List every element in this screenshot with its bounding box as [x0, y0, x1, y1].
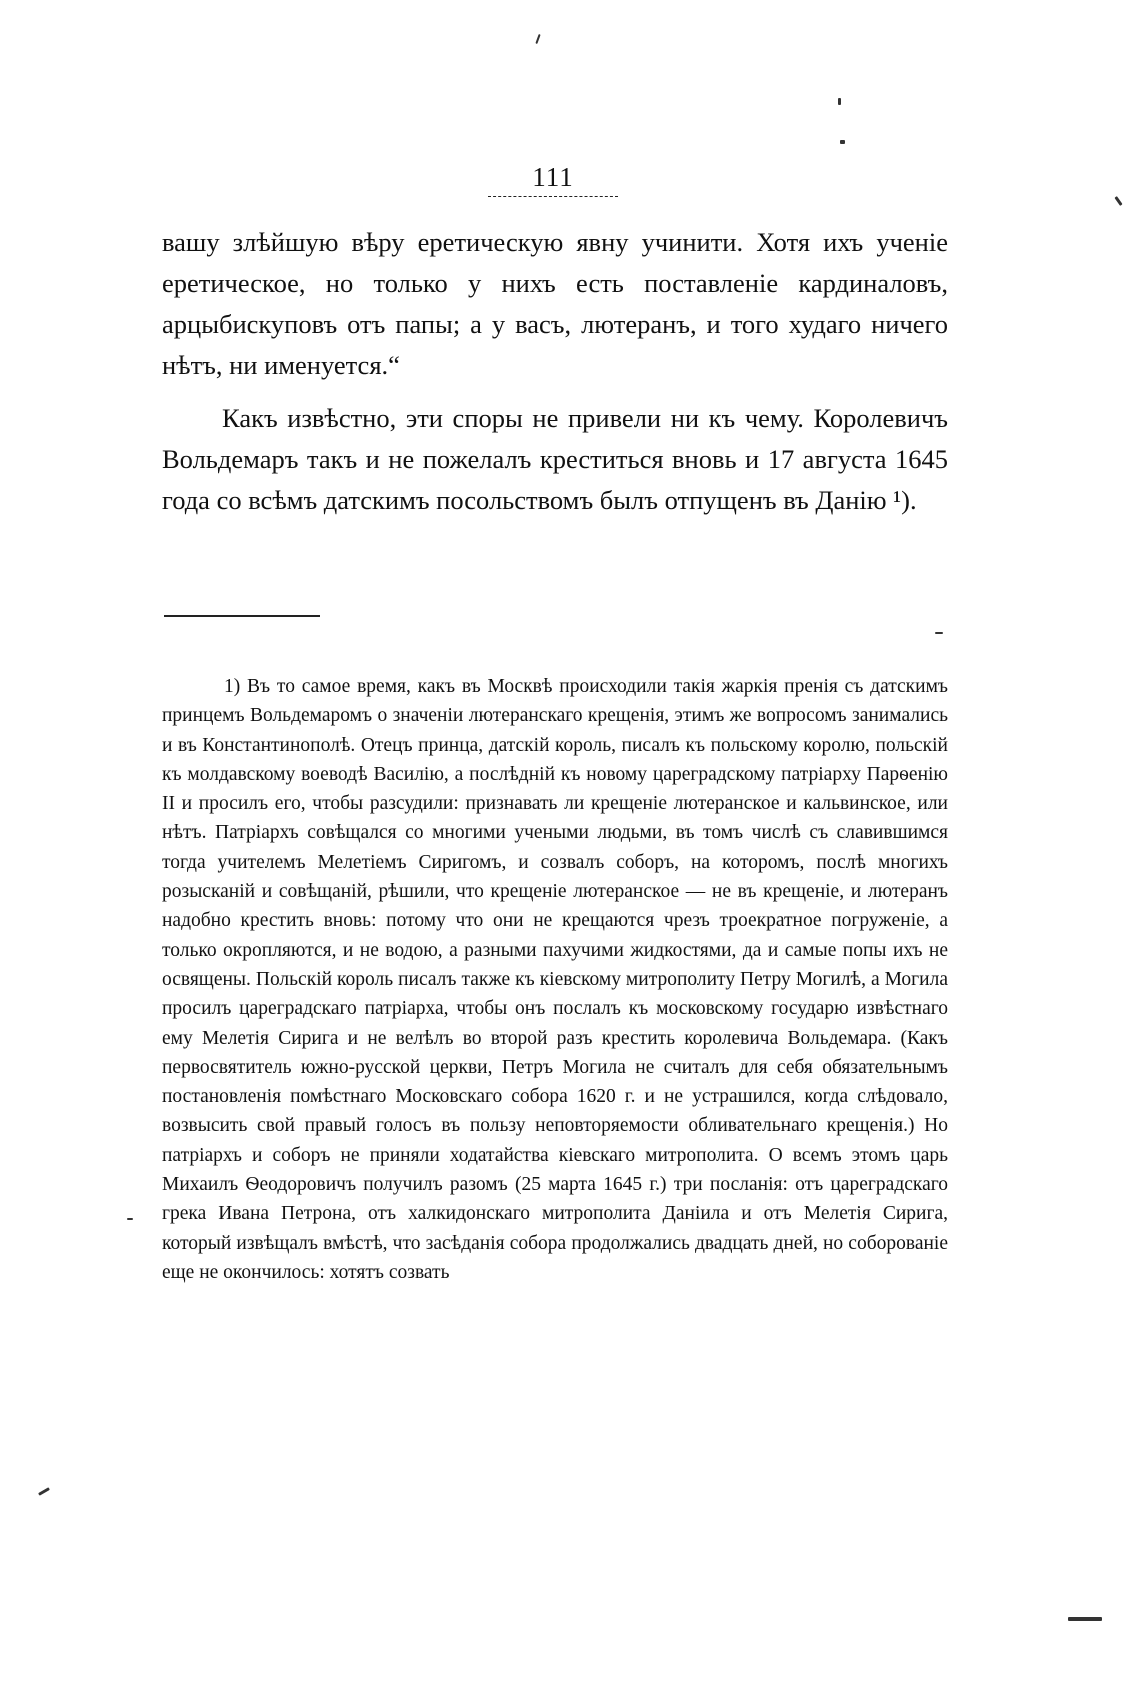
scan-speck: [840, 140, 845, 144]
paragraph: вашу злѣйшую вѣру еретическую явну учинити. Хотя ихъ ученіе еретическое, но только у нихъ есть поставленіе кардиналовъ, арцыбискуповъ отъ папы; а у васъ, лютеранъ, и того худаго ничего нѣтъ, ни именуется.“: [162, 227, 948, 380]
page-number: 111: [532, 162, 574, 192]
scan-speck: [838, 98, 841, 105]
paragraph: Какъ извѣстно, эти споры не привели ни къ чему. Королевичъ Вольдемаръ такъ и не пожелалъ креститься вновь и 17 августа 1645 года со всѣмъ датскимъ посольствомъ былъ отпущенъ въ Данію ¹).: [162, 403, 948, 515]
scan-speck: [1114, 196, 1122, 206]
footnote: 1) Въ то самое время, какъ въ Москвѣ происходили такія жаркія пренія съ датскимъ принцемъ Вольдемаромъ о значеніи лютеранскаго крещенія, этимъ же вопросомъ занимались и въ Константинополѣ. Отецъ принца, датскій король, писалъ къ польскому королю, польскій къ молдавскому воеводѣ Василію, а послѣдній къ новому цареградскому патріарху Парѳенію II и просилъ его, чтобы разсудили: признавать ли крещеніе лютеранское и кальвинское, или нѣтъ. Патріархъ совѣщался со многими учеными людьми, въ томъ числѣ съ славившимся тогда учителемъ Мелетіемъ Сиригомъ, и созвалъ соборъ, на которомъ, послѣ многихъ розысканій и совѣщаній, рѣшили, что крещеніе лютеранское — не въ крещеніе, и лютеранъ надобно крестить вновь: потому что они не крещаются чрезъ троекратное погруженіе, а только окропляются, и не водою, а разными пахучими жидкостями, да и самые попы ихъ не освящены. Польскій король писалъ также къ кіевскому митрополиту Петру Могилѣ, а Могила просилъ цареградскаго патріарха, чтобы онъ послалъ къ московскому государю извѣстнаго ему Мелетія Сирига и не велѣлъ во второй разъ крестить королевича Вольдемара. (Какъ первосвятитель южно-русской церкви, Петръ Могила не считалъ для себя обязательнымъ постановленія помѣстнаго Московскаго собора 1620 г. и не устрашился, когда слѣдовало, возвысить свой правый голосъ въ пользу неповторяемости обливательнаго крещенія.) Но патріархъ и соборъ не приняли ходатайства кіевскаго митрополита. О всемъ этомъ царь Михаилъ Ѳеодоровичъ получилъ разомъ (25 марта 1645 г.) три посланія: отъ цареградскаго грека Ивана Петрона, отъ халкидонскаго митрополита Даніила и отъ Мелетія Сирига, который извѣщалъ вмѣстѣ, что засѣданія собора продолжались двадцать дней, но соборованіе еще не окончилось: хотятъ созвать: [162, 676, 948, 1283]
main-text: [162, 222, 948, 521]
scan-speck: [127, 1218, 133, 1220]
footnote-rule: [164, 615, 320, 617]
scan-speck: [1068, 1617, 1102, 1621]
scan-speck: [38, 1487, 50, 1496]
scan-speck: [935, 632, 943, 634]
page-number-rule: [488, 196, 618, 197]
scan-speck: [535, 34, 540, 44]
